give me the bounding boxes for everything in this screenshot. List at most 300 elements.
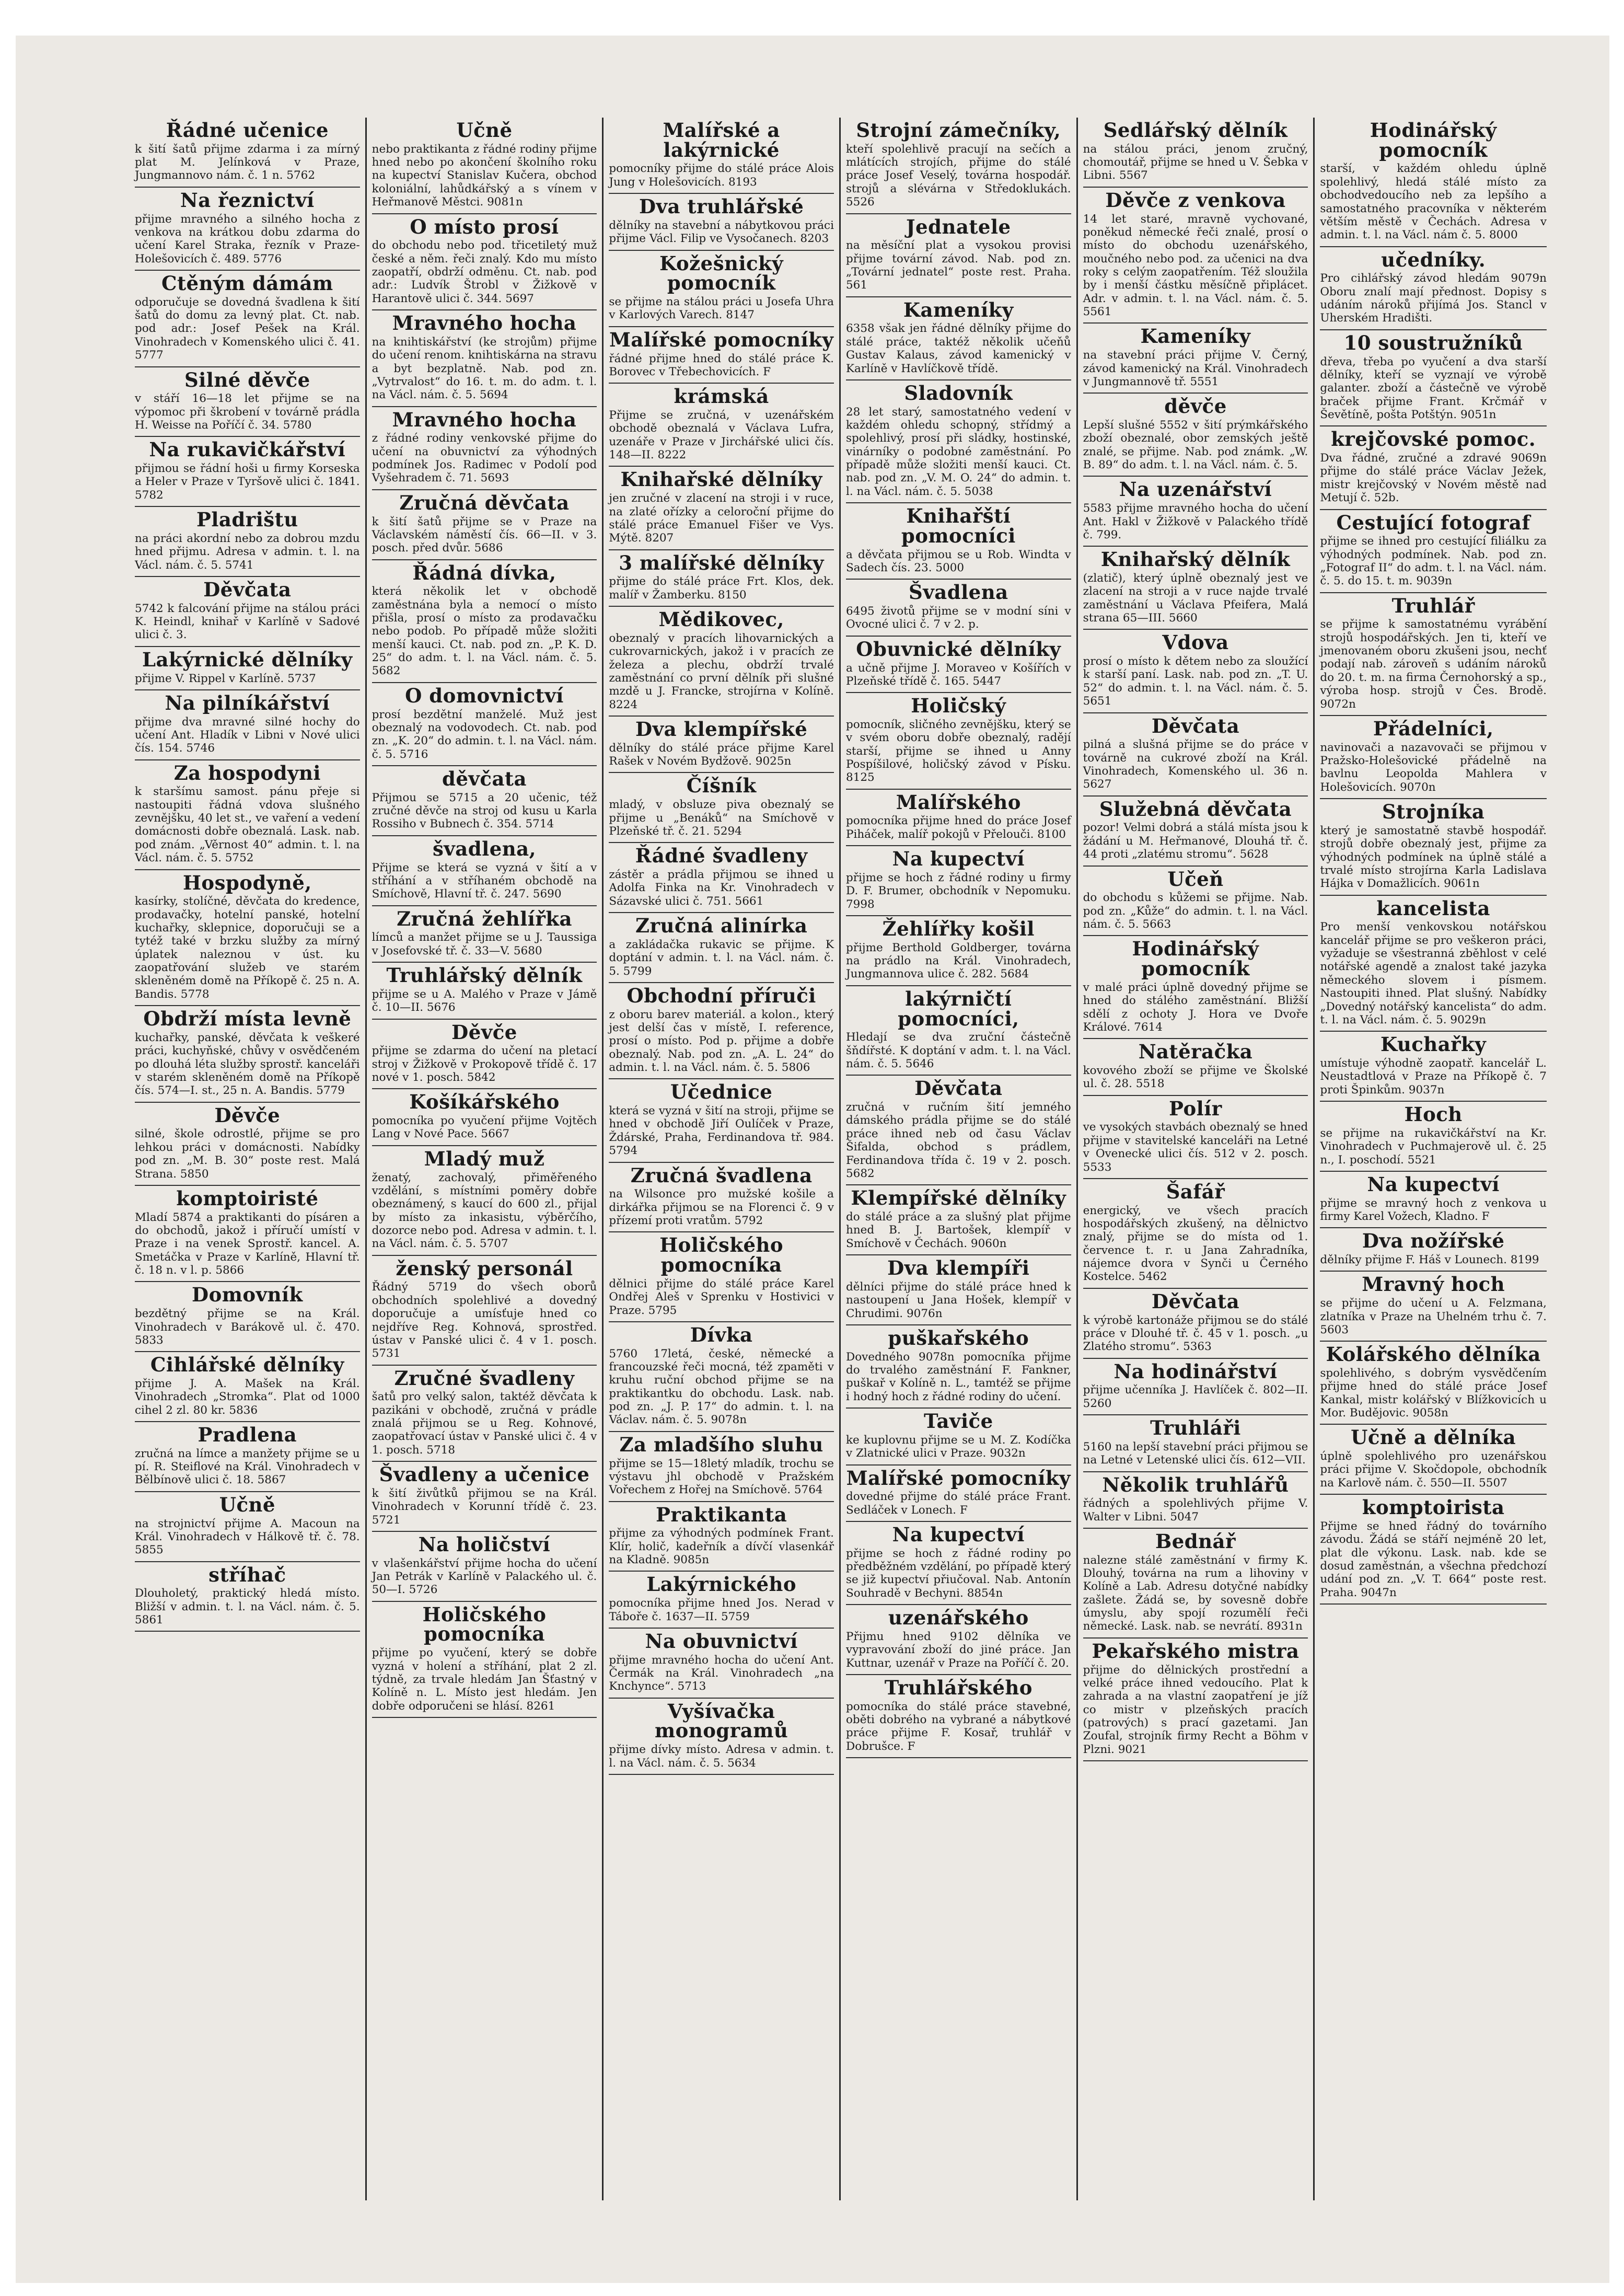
ad-headline: Číšník [686, 774, 757, 798]
ad-body: pomocníka po vyučení přijme Vojtěch Lang v Nové Pace. 5667 [372, 1114, 597, 1141]
ad-headline: Vyšívačka monogramů [655, 1699, 788, 1743]
classified-ad [609, 327, 834, 384]
ad-headline: Na holičství [418, 1532, 551, 1556]
ad-body: 5742 k falcování přijme na stálou práci K. Heindl, knihař v Karlíně v Sadové ulici č. 3. [135, 602, 360, 642]
ad-headline: Zručná švadlena [630, 1163, 813, 1187]
ad-body: přijme mravného hocha do učení Ant. Čermák na Král. Vinohradech „na Knchynce“. 5713 [609, 1653, 834, 1693]
column-6 [1315, 118, 1552, 2200]
ad-headline: Klempířské dělníky [851, 1186, 1066, 1210]
ad-headline: Učednice [670, 1080, 773, 1104]
classified-ad [135, 118, 360, 188]
ad-headline: Taviče [924, 1410, 993, 1433]
ad-headline: Učeň [1167, 867, 1224, 891]
ad-headline: Truhlářský dělník [386, 964, 583, 987]
ad-headline: Děvčata [203, 578, 292, 601]
ad-headline: Silné děvče [184, 368, 310, 391]
classified-ad [609, 983, 834, 1080]
classified-ad [609, 843, 834, 913]
classified-ad [1320, 1032, 1547, 1102]
classified-ad [372, 1462, 597, 1532]
ad-body: bezdětný přijme se na Král. Vinohradech v Barákově ul. č. 470. 5833 [135, 1307, 360, 1347]
ad-body: pomocníky přijme do stálé práce Alois Jung v Holešovicích. 8193 [609, 162, 834, 189]
ad-body: pilná a slušná přijme se do práce v továrně na cukrové zboží na Král. Vinohradech, Komenského ul. 36 n. 5627 [1083, 738, 1308, 791]
classified-ad [1083, 118, 1308, 188]
ad-body: prosí bezdětní manželé. Muž jest obeznalý na vodovodech. Ct. nab. pod zn. „K. 20“ do admin. t. l. na Václ. nám. č. 5. 5716 [372, 708, 597, 761]
ad-headline: Řádná dívka, [412, 561, 556, 584]
classified-ad [846, 580, 1071, 636]
classified-ad [135, 647, 360, 690]
classified-ad [1083, 867, 1308, 937]
classified-ad [609, 607, 834, 717]
ad-headline: Kameníky [1140, 325, 1251, 348]
ad-body: přijme dívky místo. Adresa v admin. t. l. na Václ. nám. č. 5. 5634 [609, 1743, 834, 1770]
classified-ad [135, 1282, 360, 1352]
classified-ad [846, 916, 1071, 986]
classified-ad [372, 407, 597, 490]
classified-ad [1083, 1096, 1308, 1179]
ad-body: ve vysokých stavbách obeznalý se hned přijme v stavitelské kanceláři na Letné v Ovenecké ulici čís. 512 v 2. posch. 5533 [1083, 1121, 1308, 1174]
ad-headline: Pladrištu [196, 508, 298, 532]
ad-headline: děvčata [442, 767, 527, 790]
ad-body: přijme se zdarma do učení na pletací stroj v Žižkově v Prokopově třídě č. 17 nové v 1. posch. 5842 [372, 1044, 597, 1084]
classified-ad [846, 693, 1071, 790]
ad-body: řádných a spolehlivých přijme V. Walter v Libni. 5047 [1083, 1497, 1308, 1524]
ad-body: k staršímu samost. pánu přeje si nastoupiti řádná vdova slušného zevnějšku, 40 let st., ve vaření a vedení domácnosti dobře obeznalá. Lask. nab. pod znám. „Věrnost 40“ admin. t. l. na Václ. nám. č. 5. 5752 [135, 785, 360, 865]
ad-body: odporučuje se dovedná švadlena k šití šatů do domu za levný plat. Ct. nab. pod adr.: Josef Pešek na Král. Vinohradech v Komenského ulici č. 41. 5777 [135, 295, 360, 362]
ad-body: starší, v každém ohledu úplně spolehlivý, hledá stálé místo za obchodvedoucího neb za lepšího a samostatného pracovníka v některém větším městě v Čechách. Adresa v admin. t. l. na Václ. nám č. 5. 8000 [1320, 162, 1547, 242]
classified-ad [135, 1492, 360, 1562]
ad-headline: uzenářského [888, 1606, 1029, 1630]
ad-body: 6358 však jen řádné dělníky přijme do stálé práce, taktéž několik učeňů Gustav Kalaus, závod kamenický v Karlíně v Havlíčkově třídě. [845, 322, 1071, 375]
ad-body: úplně spolehlivého pro uzenářskou práci přijme V. Skočdopole, obchodník na Karlově nám. č. 550—II. 5507 [1320, 1450, 1547, 1490]
ad-headline: Truhlář [1391, 594, 1475, 617]
classified-ad [372, 118, 597, 214]
ad-body: přijme do stálé práce Frt. Klos, dek. malíř v Žamberku. 8150 [609, 575, 834, 602]
ad-body: límců a manžet přijme se u J. Taussiga v Josefovské tř. č. 33—V. 5680 [372, 931, 597, 957]
classified-ad [609, 251, 834, 327]
classified-ad [372, 836, 597, 906]
ad-headline: Sladovník [904, 381, 1013, 405]
classified-ad [372, 906, 597, 963]
ad-headline: Malířského [896, 790, 1021, 814]
classified-ad [135, 1006, 360, 1103]
classified-ad [609, 467, 834, 550]
ad-headline: Zručná alinírka [635, 914, 808, 938]
ad-headline: Na pilníkářství [165, 691, 330, 714]
ad-body: pomocníka přijme hned Jos. Nerad v Táboře č. 1637—II. 5759 [609, 1597, 834, 1623]
classified-ad [1320, 896, 1547, 1032]
ad-body: na stavební práci přijme V. Černý, závod kamenický na Král. Vinohradech v Jungmannově tř. 5551 [1083, 349, 1308, 388]
classified-ad [372, 214, 597, 311]
ad-headline: Děvče z venkova [1105, 188, 1286, 212]
ad-body: (zlatič), který úplně obeznalý jest ve zlacení na stroji a v ruce najde trvalé zaměstnání u Václava Pfeifera, Malá strana 65—III. 5660 [1083, 571, 1308, 625]
ad-body: zástěr a prádla přijmou se ihned u Adolfa Finka na Kr. Vinohradech v Sázavské ulici č. 751. 5661 [609, 868, 834, 908]
classified-ad [372, 1146, 597, 1256]
classified-ad [372, 310, 597, 407]
ad-headline: Učně a dělníka [1351, 1426, 1516, 1449]
classified-ad [846, 118, 1071, 214]
ad-headline: Kožešnický pomocník [659, 251, 784, 295]
classified-ad [135, 690, 360, 760]
ad-headline: krámská [674, 385, 769, 408]
ad-headline: Cihlářské dělníky [150, 1353, 344, 1377]
classified-ad [609, 717, 834, 773]
ad-body: zručná v ručním šití jemného dámského prádla přijme se do stálé práce ihned neb od času Václav Šifalda, obchod s prádlem, Ferdinandova třída č. 19 v 2. posch. 5682 [845, 1101, 1071, 1180]
ad-headline: Košíkářského [409, 1090, 560, 1114]
ad-body: se přijme na rukavičkářství na Kr. Vinohradech v Puchmajerově ul. č. 25 n., I. poschodí. 5521 [1320, 1126, 1547, 1167]
classified-ad [1320, 247, 1547, 330]
ad-headline: Dva klempíři [887, 1256, 1030, 1280]
classified-ad [609, 1629, 834, 1699]
ad-headline: ženský personál [396, 1256, 573, 1280]
classified-ad [135, 1186, 360, 1283]
ad-headline: Zručné švadleny [394, 1366, 575, 1390]
classified-ad [372, 1089, 597, 1146]
ad-body: jen zručné v zlacení na stroji i v ruce, na zlaté ořízky a celoroční přijme do stálé práce Emanuel Fišer ve Vys. Mýtě. 8207 [609, 492, 834, 545]
ad-body: Přijme se která se vyzná v šití a v stříhání a v stříhaném obchodě na Smíchově, Hlavní tř. č. 247. 5690 [372, 861, 597, 901]
classified-ad [609, 118, 834, 194]
ad-headline: Mravného hocha [392, 408, 577, 431]
classified-ad [372, 1020, 597, 1090]
ad-body: na stálou práci, jenom zručný, chomoutář, přijme se hned u V. Šebka v Libni. 5567 [1083, 142, 1308, 182]
column-3 [604, 118, 841, 2200]
ad-body: Řádný 5719 do všech oborů obchodních spolehlivé a dovedný doporučuje a umísťuje hned co nejdříve Reg. Kohnová, sprostřed. ústav v Panské ulici č. 4 v 1. posch. 5731 [372, 1280, 597, 1360]
classified-ad [1320, 1172, 1547, 1228]
ad-body: která několik let v obchodě zaměstnána byla a nemocí o místo přišla, prosí o místo za prodavačku nebo podob. Po případě může složiti menší kauci. Ct. nab. pod zn. „P. K. D. 25“ do adm. t. l. na Václ. nám. č. 5. 5682 [372, 585, 597, 678]
ad-body: se přijme k samostatnému vyrábění strojů hospodářských. Jen ti, kteří ve jmenovaném oboru zkušeni jsou, nechť podají nab. zároveň s udáním nároků do 20. t. m. na firma Černohorský a sp., výroba hosp. strojů v Čes. Brodě. 9072n [1320, 618, 1547, 711]
classified-ad [1083, 936, 1308, 1039]
classified-ad [372, 963, 597, 1019]
ad-body: 6495 životů přijme se v modní síni v Ovocné ulici č. 7 v 2. p. [845, 605, 1071, 631]
ad-headline: Za hospodyni [173, 761, 321, 784]
ad-headline: Na rukavičkářství [149, 438, 346, 461]
classified-ad [1320, 1425, 1547, 1495]
classified-ad [1083, 188, 1308, 324]
ad-body: k výrobě kartonáže přijmou se do stálé práce v Dlouhé tř. č. 45 v 1. posch. „u Zlatého stromu“. 5363 [1083, 1313, 1308, 1354]
classified-ad [846, 1675, 1071, 1758]
classified-ad [609, 1432, 834, 1502]
ad-headline: Na kupectví [892, 847, 1025, 871]
ad-body: ke kuplovnu přijme se u M. Z. Kodíčka v Zlatnické ulici v Praze. 9032n [845, 1433, 1071, 1460]
ad-headline: Řádné učenice [166, 119, 329, 142]
ad-body: Přijmu hned 9102 dělníka ve vypravování zboží do jiné práce. Jan Kuttnar, uzenář v Praze na Poříčí č. 20. [845, 1630, 1071, 1670]
ad-body: spolehlivého, s dobrým vysvědčením přijme hned do stálé práce Josef Kankal, mistr kolářský v Blížkovicích u Mor. Budějovic. 9058n [1320, 1366, 1547, 1420]
classified-ad [609, 913, 834, 983]
classified-ad [372, 490, 597, 560]
classified-ad [846, 790, 1071, 846]
ad-body: 5160 na lepší stavební práci přijmou se na Letné v Letenské ulici čís. 612—VII. [1083, 1440, 1308, 1467]
ad-headline: lakýrničtí pomocníci, [898, 987, 1019, 1030]
ad-body: 14 let staré, mravně vychované, poněkud německé řeči znalé, prosí o místo do obchodu uzenářského, moučného nebo pod. za učenici na dva roky s celým zaopatřením. Též sloužila by i menší částku měsíčně připlácet. Adr. v admin. t. l. na Václ. nám. č. 5. 5561 [1083, 212, 1308, 319]
ad-body: z řádné rodiny venkovské přijme do učení na obuvnictví za výhodných podmínek Jos. Radimec v Podolí pod Vyšehradem č. 71. 5693 [372, 432, 597, 485]
ad-headline: Kuchařky [1381, 1033, 1487, 1056]
ad-headline: Knihařský dělník [1100, 548, 1291, 571]
classified-ad [1083, 1359, 1308, 1415]
classified-ad [1083, 547, 1308, 630]
classified-ad [135, 870, 360, 1007]
ad-headline: Mědikovec, [658, 608, 784, 631]
ad-body: kuchařky, panské, děvčata k veškeré práci, kuchyňské, chůvy v osvědčeném po dlouhá léta služby sprostř. kanceláři v starém skleněném domě na Příkopě čís. 574—I. st., 25 n. A. Bandis. 5779 [135, 1031, 360, 1098]
ad-headline: Polír [1169, 1097, 1222, 1120]
ad-body: přijme Berthold Goldberger, továrna na prádlo na Král. Vinohradech, Jungmannova ulice č. 282. 5684 [845, 941, 1071, 981]
classified-ad [1320, 716, 1547, 799]
ad-body: přijme J. A. Mašek na Král. Vinohradech „Stromka“. Plat od 1000 cihel 2 zl. 80 kr. 5836 [135, 1377, 360, 1417]
ad-body: dělníky na stavební a nábytkovou práci přijme Václ. Filip ve Vysočanech. 8203 [609, 218, 834, 246]
ad-body: k šití živůtků přijmou se na Král. Vinohradech v Korunní třídě č. 23. 5721 [372, 1486, 597, 1527]
ad-headline: Hodinářský pomocník [1132, 937, 1259, 980]
classified-ad [609, 1502, 834, 1572]
ad-headline: Sedlářský dělník [1103, 119, 1288, 142]
ad-headline: Mladý muž [424, 1147, 545, 1170]
ad-headline: Švadlena [909, 581, 1008, 604]
ad-body: do obchodu nebo pod. třicetiletý muž české a něm. řeči znalý. Kdo mu místo zaopatří, obdrží odměnu. Ct. nab. pod adr.: Ludvík Štrobl v Žižkově v Harantově ulici č. 344. 5697 [372, 239, 597, 305]
ad-headline: Obuvnické dělníky [856, 637, 1061, 661]
ad-body: Přijme se hned řádný do továrního závodu. Žádá se stáří nejméně 20 let, plat dle výkonu. Lask. nab. kde se dosud zaměstnán, a všechna předchozí udání pod zn. „V. T. 664“ poste rest. Praha. 9047n [1320, 1519, 1547, 1599]
ad-headline: stříhač [208, 1563, 286, 1586]
ad-body: se přijme do učení u A. Felzmana, zlatníka v Praze na Uhelném trhu č. 7. 5603 [1320, 1297, 1547, 1336]
classified-ad [135, 188, 360, 271]
ad-headline: Mravného hocha [392, 311, 577, 335]
ad-headline: švadlena, [432, 837, 536, 860]
ad-headline: Bednář [1155, 1529, 1236, 1553]
classified-ad [1083, 1529, 1308, 1639]
ad-headline: Ctěným dámám [161, 271, 333, 295]
classified-ad [609, 1572, 834, 1628]
ad-body: přijme se u A. Malého v Praze v Jámě č. 10—II. 5676 [372, 987, 597, 1014]
ad-body: na knihtiskářství (ke strojům) přijme do učení renom. knihtiskárna na stravu a byt bezplatně. Nab. pod zn. „Vytrvalost“ do 16. t. m. do adm. t. l. na Václ. nám. č. 5. 5694 [372, 335, 597, 402]
ad-headline: O místo prosí [410, 215, 559, 238]
classified-ad [1083, 1179, 1308, 1289]
ad-headline: Na uzenářství [1119, 478, 1272, 501]
classified-ad [1083, 394, 1308, 477]
classified-ad [1083, 477, 1308, 547]
classified-ad [372, 683, 597, 766]
ad-headline: Děvče [214, 1103, 281, 1127]
ad-headline: kancelista [1376, 896, 1490, 920]
classified-ad [135, 1352, 360, 1422]
ad-headline: Na kupectví [892, 1522, 1025, 1546]
classified-ad [846, 1185, 1071, 1255]
ad-body: přijme se 15—18letý mladík, trochu se výstavu jhl obchodě v Pražském Vořechem z Hořej na Smíchově. 5764 [609, 1457, 834, 1497]
ad-body: pomocník, sličného zevnějšku, který se v svém oboru dobře obeznalý, radějí starší, přijme se ihned u Anny Pospíšilové, holičský závod v Písku. 8125 [845, 718, 1071, 784]
classified-ad [609, 1699, 834, 1775]
ad-body: na Wilsonce pro mužské košile a dirkářka přijmou se na Florenci č. 9 v přízemí proti vratům. 5792 [609, 1187, 834, 1228]
classified-ad [1320, 1228, 1547, 1272]
ad-body: Dovedného 9078n pomocníka přijme do trvalého zaměstnání F. Fankner, puškař v Kolíně n. L., tamtéž se přijme i hodný hoch z řádné rodiny do učení. [845, 1350, 1071, 1403]
ad-body: přijme se mravný hoch z venkova u firmy Karel Vožech, Kladno. F [1320, 1196, 1547, 1223]
ad-body: kteří spolehlivě pracují na sečích a mlátících strojích, přijme do stálé práce Josef Veselý, továrna hospodář. strojů a slévárna v Středoklukách. 5526 [845, 142, 1071, 209]
ad-headline: puškařského [888, 1326, 1029, 1349]
classified-ad [372, 1532, 597, 1602]
ad-headline: Vdova [1162, 631, 1229, 654]
ad-body: na strojnictví přijme A. Macoun na Král. Vinohradech v Hálkově tř. č. 78. 5855 [135, 1517, 360, 1557]
classified-ad [1083, 1639, 1308, 1761]
ad-headline: Holičského pomocníka [659, 1233, 784, 1277]
classified-ad [1083, 797, 1308, 867]
ad-headline: Služebná děvčata [1099, 797, 1292, 821]
ad-body: v stáří 16—18 let přijme se na výpomoc při škrobení v továrně prádla H. Weisse na Poříčí č. 34. 5780 [135, 392, 360, 432]
classified-ad [135, 507, 360, 577]
classified-ad [846, 1466, 1071, 1522]
ad-headline: Zručná děvčata [399, 491, 570, 514]
classified-ad [1083, 1415, 1308, 1472]
ad-body: Hledají se dva zruční částečně šňdířsté. K doptání v adm. t. l. na Václ. nám. č. 5. 5646 [845, 1031, 1071, 1071]
ad-headline: Obchodní příruči [627, 984, 816, 1007]
ad-body: v vlašenkářství přijme hocha do učení Jan Petrák v Karlíně v Palackého ul. č. 50—I. 5726 [372, 1556, 597, 1597]
column-2 [367, 118, 604, 2200]
ad-body: do stálé práce a za slušný plat přijme hned B. J. Bartošek, klempíř v Smíchově v Čechách. 9060n [845, 1210, 1071, 1250]
classified-ad [1320, 426, 1547, 510]
ad-headline: Hodinářský pomocník [1370, 119, 1497, 161]
classified-ad [846, 986, 1071, 1076]
ad-headline: Jednatele [906, 215, 1011, 238]
ad-headline: Švadleny a učenice [379, 1463, 590, 1486]
ad-headline: Děvčata [914, 1077, 1003, 1100]
column-1 [130, 118, 367, 2200]
ad-headline: Dva klempířské [635, 717, 808, 741]
ad-body: Mladí 5874 a praktikanti do písáren a do obchodů, jakož i příručí umístí v Praze i na venek Sprostř. kancel. A. Smetáčka v Praze v Karlíně, Hlavní tř. č. 18 n. v l. p. 5866 [135, 1210, 360, 1277]
classified-ad [846, 214, 1071, 297]
ad-body: k šití šatů přijme se v Praze na Václavském náměstí čís. 66—II. v 3. posch. před dvůr. 5686 [372, 515, 597, 555]
ad-body: a děvčata přijmou se u Rob. Windta v Sadech čís. 23. 5000 [845, 548, 1071, 574]
ad-headline: Na řeznictví [180, 188, 315, 212]
ad-headline: Přádelníci, [1373, 717, 1494, 740]
ad-body: přijme se hoch z řádné rodiny po předběžném vzdělání, po případě který se již kupectví přiučoval. Nab. Antonín Souhradě v Bechyni. 8854n [845, 1547, 1071, 1600]
ad-body: pomocníka do stálé práce stavebné, oběti dobrého na vybrané a nábytkové práce přijme F. Kosař, truhlář v Dobrušce. F [845, 1700, 1071, 1753]
ad-headline: Praktikanta [656, 1503, 787, 1526]
classified-ad [846, 1522, 1071, 1605]
ad-body: přijme za výhodných podmínek Frant. Klír, holič, kadeřník a dívčí vlasenkář na Kladně. 9085n [609, 1527, 834, 1567]
classified-ad [1083, 1472, 1308, 1529]
ad-headline: Na hodinářství [1113, 1359, 1278, 1383]
ad-headline: komptoirista [1362, 1496, 1505, 1519]
classified-ad [609, 384, 834, 467]
classified-ad [135, 577, 360, 647]
ad-headline: Zručná žehlířka [397, 907, 572, 930]
ad-body: šatů pro velký salon, taktéž děvčata k pazikáni v obchodě, zručná v prádle znalá přijmou se u Reg. Kohnové, zaopatřovací ústav v Panské ulici č. 4 v 1. posch. 5718 [372, 1390, 597, 1457]
classified-ad [846, 1255, 1071, 1325]
classified-ad [846, 297, 1071, 380]
ad-body: nebo praktikanta z řádné rodiny přijme hned nebo po akončení školního roku na kupectví Stanislav Kučera, obchod koloniální, lahůdkářský a s vínem v Heřmanově Městci. 9081n [372, 142, 597, 209]
ad-headline: Děvčata [1151, 714, 1240, 737]
classified-ad [1083, 1039, 1308, 1095]
ad-body: silné, škole odrostlé, přijme se pro lehkou práci v domácnosti. Nabídky pod zn. „M. B. 30“ poste rest. Malá Strana. 5850 [135, 1127, 360, 1181]
classified-ad [1320, 1272, 1547, 1342]
column-5 [1078, 118, 1315, 2200]
classified-ad [846, 846, 1071, 916]
ad-body: prosí o místo k dětem nebo za sloužící k starší paní. Lask. nab. pod zn. „T. U. 52“ do admin. t. l. na Václ. nám. č. 5. 5651 [1083, 655, 1308, 708]
ad-headline: krejčovské pomoc. [1331, 428, 1536, 451]
ad-body: řádné přijme hned do stálé práce K. Borovec v Třebechovicích. F [609, 352, 834, 378]
classified-ad [372, 560, 597, 683]
ad-body: Dlouholetý, praktický hledá místo. Bližší v admin. t. l. na Václ. nám. č. 5. 5861 [135, 1587, 360, 1627]
classified-ad [135, 271, 360, 367]
ad-body: Dva řádné, zručné a zdravé 9069n přijme do stálé práce Václav Ježek, mistr krejčovský v Novém městě nad Metují č. 52b. [1320, 452, 1547, 505]
ad-body: která se vyzná v šití na stroji, přijme se hned v obchodě Jiří Oulíček v Praze, Ždárské, Praha, Ferdinandova tř. 984. 5794 [609, 1104, 834, 1158]
ad-body: dělníky do stálé práce přijme Karel Rašek v Novém Bydžově. 9025n [609, 741, 834, 768]
ad-headline: Strojníka [1382, 800, 1485, 824]
classified-ad [846, 380, 1071, 503]
ad-body: Pro cihlářský závod hledám 9079n Oboru znalí mají přednost. Dopisy s udáním nároků přijímá Jos. Stancl v Uherském Hradišti. [1320, 272, 1547, 325]
classified-ad [1083, 713, 1308, 797]
ad-body: se přijme na stálou práci u Josefa Uhra v Karlových Varech. 8147 [609, 295, 834, 322]
ad-body: přijme V. Rippel v Karlíně. 5737 [135, 672, 316, 685]
ad-headline: komptoiristé [176, 1186, 319, 1210]
ad-body: energický, ve všech pracích hospodářských zkušený, na dělnictvo znalý, přijme se do místa od 1. července t. r. u Jana Zahradníka, nájemce dvora v Synči u Černého Kostelce. 5462 [1083, 1204, 1308, 1284]
classified-ad [1320, 1495, 1547, 1605]
classified-ad [135, 367, 360, 437]
classified-ad [846, 1409, 1071, 1465]
ad-headline: Hoch [1404, 1103, 1463, 1126]
ad-body: 5760 17letá, české, německé a francouzské řeči mocná, též zpaměti v kruhu ruční obchod přijme se na praktikantku do obchodu. Lask. nab. pod zn. „J. P. 17“ do admin. t. l. na Václav. nám. č. 5. 9078n [609, 1347, 834, 1427]
classified-ad [135, 1103, 360, 1186]
ad-body: dělníky přijme F. Háš v Lounech. 8199 [1320, 1253, 1539, 1267]
ad-headline: Domovník [191, 1283, 303, 1307]
ad-body: a zakládačka rukavic se přijme. K doptání v admin. t. l. na Václ. nám. č. 5. 5799 [609, 938, 834, 978]
ad-body: pozor! Velmi dobrá a stálá místa jsou k žádání u M. Heřmanové, Dlouhá tř. č. 44 proti „zlatému stromu“. 5628 [1083, 821, 1308, 861]
ad-body: 28 let starý, samostatného vedení v každém ohledu schopný, střídmý a spolehlivý, prosí při sládky, hostinské, vinárníky o podobné zaměstnání. Po případě může složiti menší kauci. Ct. nab. pod zn. „V. M. O. 24“ do admin. t. l. na Václ. nám. č. 5. 5038 [845, 405, 1071, 498]
ad-headline: O domovnictví [405, 684, 564, 707]
ad-body: Přijme se zručná, v uzenářském obchodě obeznalá v Václava Lufra, uzenáře v Praze v Jirchářské ulici čís. 148—II. 8222 [609, 409, 834, 462]
ad-body: do obchodu s kůžemi se přijme. Nab. pod zn. „Kůže“ do admin. t. l. na Václ. nám. č. 5. 5663 [1083, 891, 1308, 931]
classified-ad [1320, 118, 1547, 247]
ad-body: dělnici přijme do stálé práce Karel Ondřej Aleš v Sprenku v Hostivici v Praze. 5795 [609, 1277, 834, 1317]
ad-body: obeznalý v pracích lihovarnických a cukrovarnických, jakož i v pracích ze železa a plechu, obdrží trvalé zaměstnání co první dělník při slušné mzdě u J. Francke, strojírna v Kolíně. 8224 [609, 631, 834, 711]
ad-body: kasírky, stolíčné, děvčata do kredence, prodavačky, hotelní panské, hotelní kuchařky, sklepnice, doporučuji se a tytéž také v brzku služby za mírný úplatek naleznou v úst. ku zaopatřování služeb ve starém skleněném domě na Příkopě č. 25 n. A. Bandis. 5778 [135, 895, 360, 1001]
ad-headline: Na obuvnictví [645, 1629, 798, 1653]
ad-body: z oboru barev materiál. a kolon., který jest delší čas v místě, I. reference, prosí o místo. Pod p. přijme a dobře obeznalý. Nab. pod zn. „A. L. 24“ do admin. t. l. na Václ. nám. č. 5. 5806 [609, 1008, 834, 1075]
ad-headline: Pekařského mistra [1092, 1639, 1300, 1663]
classified-ad [846, 637, 1071, 693]
ad-body: na měsíční plat a vysokou provisi přijme tovární závod. Nab. pod zn. „Tovární jednatel“ poste rest. Praha. 561 [845, 239, 1071, 292]
classified-ad [372, 766, 597, 836]
ad-headline: Několik truhlářů [1102, 1473, 1289, 1496]
classified-ad [609, 773, 834, 843]
ad-headline: Učně [456, 119, 513, 142]
classified-ad [135, 1422, 360, 1492]
ad-headline: 10 soustružníků [1343, 331, 1523, 354]
ad-headline: Lakýrnické dělníky [142, 648, 353, 671]
classified-ad [609, 1079, 834, 1162]
ad-body: přijme se hoch z řádné rodiny u firmy D. F. Brumer, obchodník v Nepomuku. 7998 [845, 871, 1071, 911]
ad-body: přijme učenníka J. Havlíček č. 802—II. 5260 [1083, 1383, 1308, 1410]
classified-ad [1320, 799, 1547, 896]
ad-headline: 3 malířské dělníky [619, 551, 825, 574]
classified-ad [135, 760, 360, 870]
ad-body: Přijmou se 5715 a 20 učenic, též zručné děvče na stroj od kusu u Karla Rossiho v Bubnech č. 354. 5714 [372, 791, 597, 831]
ad-headline: Děvčata [1151, 1289, 1240, 1313]
ad-headline: Knihařské dělníky [620, 468, 822, 491]
classified-ad [372, 1602, 597, 1718]
ad-headline: Obdrží místa levně [143, 1007, 352, 1031]
classified-ad [1320, 1102, 1547, 1172]
ad-body: přijme do dělnických prostřední a velké práce ihned vedoucího. Plat k zahrada a na vlastní zaopatření je jíž co mistr v plzeňských pracích (patrových) s prací gazetami. Jan Zoufal, strojník firmy Recht a Böhm v Plzni. 9021 [1083, 1663, 1308, 1756]
ad-body: přijmou se řádní hoši u firmy Korseska a Heler v Praze v Tyršově ulici č. 1841. 5782 [135, 462, 360, 502]
ad-headline: Kameníky [903, 298, 1014, 321]
ad-headline: Za mladšího sluhu [619, 1433, 823, 1456]
ad-body: Pro menší venkovskou notářskou kancelář přijme se pro veškeron práci, vyžaduje se všestranná zběhlost v celé notářské agendě a znalost také jazyka německého slovem i písmem. Nastoupiti ihned. Plat slušný. Nabídky „Dovedný notářský kancelista“ do adm. t. l. na Václ. nám. č. 5. 9029n [1320, 920, 1547, 1026]
ad-body: přijme po vyučení, který se dobře vyzná v holení a stříhání, plat 2 zl. týdně, za trvale hledám Jan Šťastný v Kolíně n. L. Místo jest hledám. Jen dobře odporučeni se hlásí. 8261 [372, 1646, 597, 1713]
ad-body: který je samostatně stavbě hospodář. strojů dobře obeznalý jest, přijme za výhodných podmínek na úplně stálé a trvalé místo strojírna Karla Ladislava Hájka v Domažlicích. 9061n [1320, 824, 1547, 891]
classified-ad [609, 1322, 834, 1432]
classified-ad [846, 1605, 1071, 1675]
ad-body: přijme se ihned pro cestující filiálku za výhodných podmínek. Nab. pod zn. „Fotograf II“ do adm. t. l. na Václ. nám. č. 5. do 15. t. m. 9039n [1320, 535, 1547, 588]
ad-headline: Natěračka [1138, 1040, 1253, 1064]
ad-body: navinovači a nazavovači se přijmou v Pražsko-Holešovické přádelně na bavlnu Leopolda Mahlera v Holešovicích. 9070n [1320, 741, 1547, 794]
ad-headline: Cestující fotograf [1336, 511, 1530, 534]
ad-headline: Žehlířky košil [882, 917, 1035, 941]
ad-body: umístuje výhodně zaopatř. kancelář L. Neustadtlová v Praze na Příkopě č. 7 proti Špinkům. 9037n [1320, 1056, 1547, 1097]
